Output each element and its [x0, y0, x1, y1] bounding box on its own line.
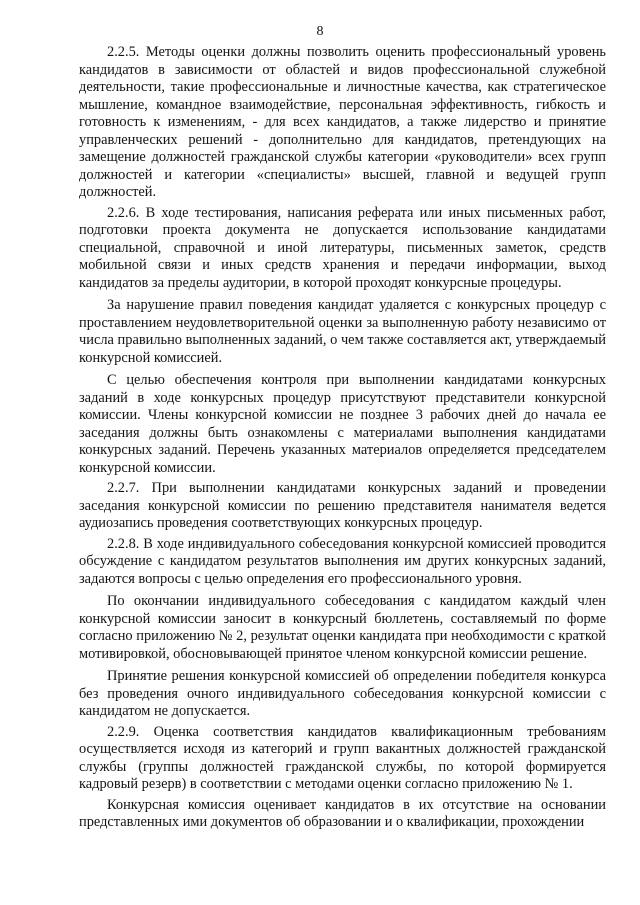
paragraph-violation: За нарушение правил поведения кандидат удаляется с конкурсных процедур с проставлением неудовлетворительной оценки за выполненную работу независимо от числа правильно выполненных заданий, о чем также составляется акт, утверждаемый конкурсной комиссией.	[79, 297, 606, 366]
document-body	[79, 44, 606, 835]
paragraph-2-2-7: 2.2.7. При выполнении кандидатами конкурсных заданий и проведении заседания конкурсной комиссии по решению представителя нанимателя ведется аудиозапись проведения соответствующих конкурсных процедур.	[79, 480, 606, 531]
paragraph-2-2-5: 2.2.5. Методы оценки должны позволить оценить профессиональный уровень кандидатов в зависимости от областей и видов профессиональной служебной деятельности, такие профессиональные и личностные качества, как стратегическое мышление, командное взаимодействие, персональная эффективность, гибкость и готовность к изменениям, - для всех кандидатов, а также лидерство и принятие управленческих решений - дополнительно для кандидатов, претендующих на замещение должностей гражданской службы категории «руководители» всех групп должностей и категории «специалисты» высшей, главной и ведущей групп должностей.	[79, 44, 606, 200]
paragraph-control: С целью обеспечения контроля при выполнении кандидатами конкурсных заданий в ходе конкурсных процедур присутствуют представители конкурсной комиссии. Члены конкурсной комиссии не позднее 3 рабочих дней до начала ее заседания должны быть ознакомлены с материалами выполнения кандидатами конкурсных заданий. Перечень указанных материалов определяется председателем конкурсной комиссии.	[79, 372, 606, 476]
paragraph-2-2-9: 2.2.9. Оценка соответствия кандидатов квалификационным требованиям осуществляется исходя из категорий и групп вакантных должностей гражданской службы (группы должностей гражданской службы, по которой формируется кадровый резерв) в соответствии с методами оценки согласно приложению № 1.	[79, 723, 606, 792]
paragraph-interview-end: По окончании индивидуального собеседования с кандидатом каждый член конкурсной комиссии заносит в конкурсный бюллетень, составляемый по форме согласно приложению № 2, результат оценки кандидата при необходимости с краткой мотивировкой, обосновывающей принятое членом конкурсной комиссии решение.	[79, 593, 606, 662]
paragraph-2-2-6: 2.2.6. В ходе тестирования, написания реферата или иных письменных работ, подготовки проекта документа не допускается использование кандидатами специальной, справочной и иной литературы, письменных заметок, средств мобильной связи и иных средств хранения и передачи информации, выход кандидатов за пределы аудитории, в которой проходят конкурсные процедуры.	[79, 204, 606, 291]
paragraph-decision: Принятие решения конкурсной комиссией об определении победителя конкурса без проведения очного индивидуального собеседования конкурсной комиссии с кандидатом не допускается.	[79, 668, 606, 719]
page-number: 8	[316, 24, 324, 39]
paragraph-2-2-8: 2.2.8. В ходе индивидуального собеседования конкурсной комиссией проводится обсуждение с кандидатом результатов выполнения им других конкурсных заданий, задаются вопросы с целью определения его профессионального уровня.	[79, 535, 606, 587]
paragraph-assessment: Конкурсная комиссия оценивает кандидатов в их отсутствие на основании представленных ими документов об образовании и о квалификации, прохождении	[79, 796, 606, 830]
